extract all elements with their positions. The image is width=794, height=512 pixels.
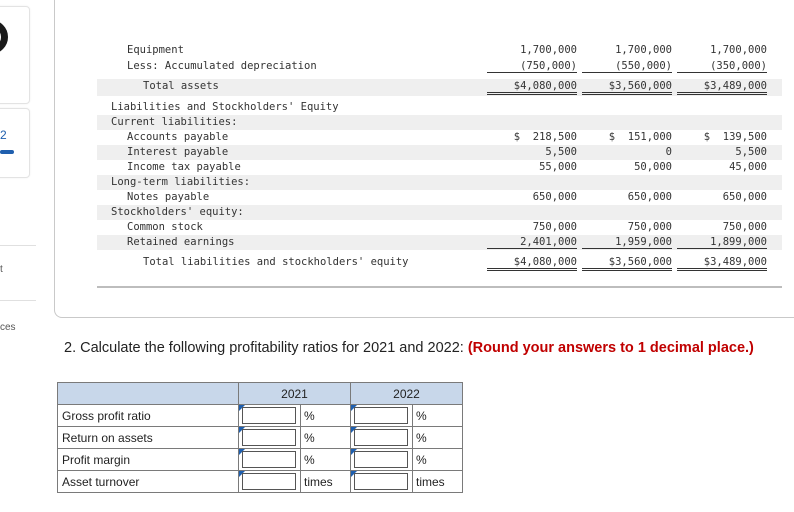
value-2023: (750,000) (487, 60, 577, 73)
value-2021: 1,899,000 (677, 236, 767, 249)
profit-margin-2022-input[interactable] (354, 451, 408, 468)
sheet-row-total-liabilities-equity (97, 255, 782, 272)
sheet-heading-current-liabilities (97, 115, 782, 130)
sheet-row-accounts-payable (97, 130, 782, 145)
row-label: Equipment (127, 44, 184, 56)
sheet-row-common-stock (97, 220, 782, 235)
value-2023: 1,700,000 (520, 44, 577, 56)
value-2022: $ 151,000 (608, 131, 672, 143)
input-cell-2022[interactable] (351, 471, 413, 493)
profit-margin-2021-input[interactable] (242, 451, 296, 468)
unit-label: % (413, 449, 463, 471)
header-2022: 2022 (351, 383, 463, 405)
sheet-row-accumulated-depreciation (97, 59, 782, 74)
sheet-row-equipment (97, 43, 782, 58)
input-cell-2022[interactable] (351, 405, 413, 427)
row-label: Interest payable (127, 146, 229, 158)
value-2022: (550,000) (582, 60, 672, 73)
sheet-bottom-rule (97, 286, 782, 288)
value-2022: 1,700,000 (615, 44, 672, 56)
header-blank (58, 383, 239, 405)
value-2023: 750,000 (532, 221, 577, 233)
value-2021: 650,000 (722, 191, 767, 203)
row-label: Accounts payable (127, 131, 229, 143)
ratio-name: Asset turnover (58, 471, 239, 493)
input-cell-2022[interactable] (351, 427, 413, 449)
sheet-heading-stockholders-equity (97, 205, 782, 220)
unit-label: times (413, 471, 463, 493)
unit-label: % (413, 427, 463, 449)
value-2022: $3,560,000 (582, 256, 672, 271)
sheet-row-retained-earnings (97, 235, 782, 250)
value-2022: 750,000 (627, 221, 672, 233)
sidebar-step-number: 2 (0, 128, 7, 142)
value-2021: $3,489,000 (677, 256, 767, 271)
value-2023: 650,000 (532, 191, 577, 203)
ratio-name: Profit margin (58, 449, 239, 471)
value-2021: 45,000 (729, 161, 767, 173)
value-2021: $ 139,500 (703, 131, 767, 143)
unit-label: % (301, 405, 351, 427)
value-2021: (350,000) (677, 60, 767, 73)
sheet-heading-long-term-liabilities (97, 175, 782, 190)
asset-turnover-2021-input[interactable] (242, 473, 296, 490)
balance-sheet (97, 43, 782, 285)
value-2023: $4,080,000 (487, 256, 577, 271)
sheet-row-notes-payable (97, 190, 782, 205)
input-cell-2021[interactable] (239, 449, 301, 471)
value-2022: 50,000 (634, 161, 672, 173)
value-2023: 5,500 (545, 146, 577, 158)
gross-profit-ratio-2021-input[interactable] (242, 407, 296, 424)
sidebar-fragment-2: ces (0, 322, 16, 333)
row-label: Notes payable (127, 191, 210, 203)
ratio-name: Return on assets (58, 427, 239, 449)
value-2022: 1,959,000 (582, 236, 672, 249)
sidebar-divider (0, 300, 36, 301)
ratio-name: Gross profit ratio (58, 405, 239, 427)
row-label: Long-term liabilities: (111, 176, 251, 188)
answer-header-row (58, 383, 463, 405)
answer-row-profit-margin (58, 449, 463, 471)
answer-row-gross-profit-ratio (58, 405, 463, 427)
input-cell-2021[interactable] (239, 471, 301, 493)
sheet-row-income-tax-payable (97, 160, 782, 175)
return-on-assets-2021-input[interactable] (242, 429, 296, 446)
sidebar-card-step[interactable] (0, 108, 30, 178)
value-2023: 55,000 (539, 161, 577, 173)
answer-row-return-on-assets (58, 427, 463, 449)
sidebar-divider (0, 245, 36, 246)
row-label: Total liabilities and stockholders' equity (143, 256, 409, 268)
row-label: Common stock (127, 221, 203, 233)
row-label: Stockholders' equity: (111, 206, 244, 218)
input-cell-2022[interactable] (351, 449, 413, 471)
sidebar-card-top[interactable] (0, 6, 30, 104)
value-2021: 5,500 (735, 146, 767, 158)
sidebar-active-indicator (0, 150, 14, 154)
value-2023: $ 218,500 (513, 131, 577, 143)
sidebar-fragment-1: t (0, 264, 3, 275)
answer-table (57, 382, 463, 493)
row-label: Total assets (143, 80, 219, 92)
value-2021: $3,489,000 (677, 80, 767, 95)
answer-row-asset-turnover (58, 471, 463, 493)
row-label: Liabilities and Stockholders' Equity (111, 101, 339, 113)
row-label: Retained earnings (127, 236, 235, 248)
unit-label: % (301, 449, 351, 471)
value-2022: $3,560,000 (582, 80, 672, 95)
rounding-instruction: (Round your answers to 1 decimal place.) (467, 340, 754, 356)
value-2021: 750,000 (722, 221, 767, 233)
sheet-row-total-assets (97, 79, 782, 96)
value-2022: 0 (665, 146, 672, 158)
input-cell-2021[interactable] (239, 427, 301, 449)
return-on-assets-2022-input[interactable] (354, 429, 408, 446)
value-2021: 1,700,000 (710, 44, 767, 56)
value-2023: $4,080,000 (487, 80, 577, 95)
question-text (64, 340, 754, 356)
input-cell-2021[interactable] (239, 405, 301, 427)
value-2023: 2,401,000 (487, 236, 577, 249)
row-label: Income tax payable (127, 161, 241, 173)
unit-label: times (301, 471, 351, 493)
sheet-heading-liabilities-equity (97, 100, 782, 115)
row-label: Less: Accumulated depreciation (127, 60, 317, 72)
question-prompt: 2. Calculate the following profitability ratios for 2021 and 2022: (64, 340, 468, 356)
gross-profit-ratio-2022-input[interactable] (354, 407, 408, 424)
row-label: Current liabilities: (111, 116, 238, 128)
value-2022: 650,000 (627, 191, 672, 203)
unit-label: % (413, 405, 463, 427)
sheet-row-interest-payable (97, 145, 782, 160)
header-2021: 2021 (239, 383, 351, 405)
asset-turnover-2022-input[interactable] (354, 473, 408, 490)
unit-label: % (301, 427, 351, 449)
